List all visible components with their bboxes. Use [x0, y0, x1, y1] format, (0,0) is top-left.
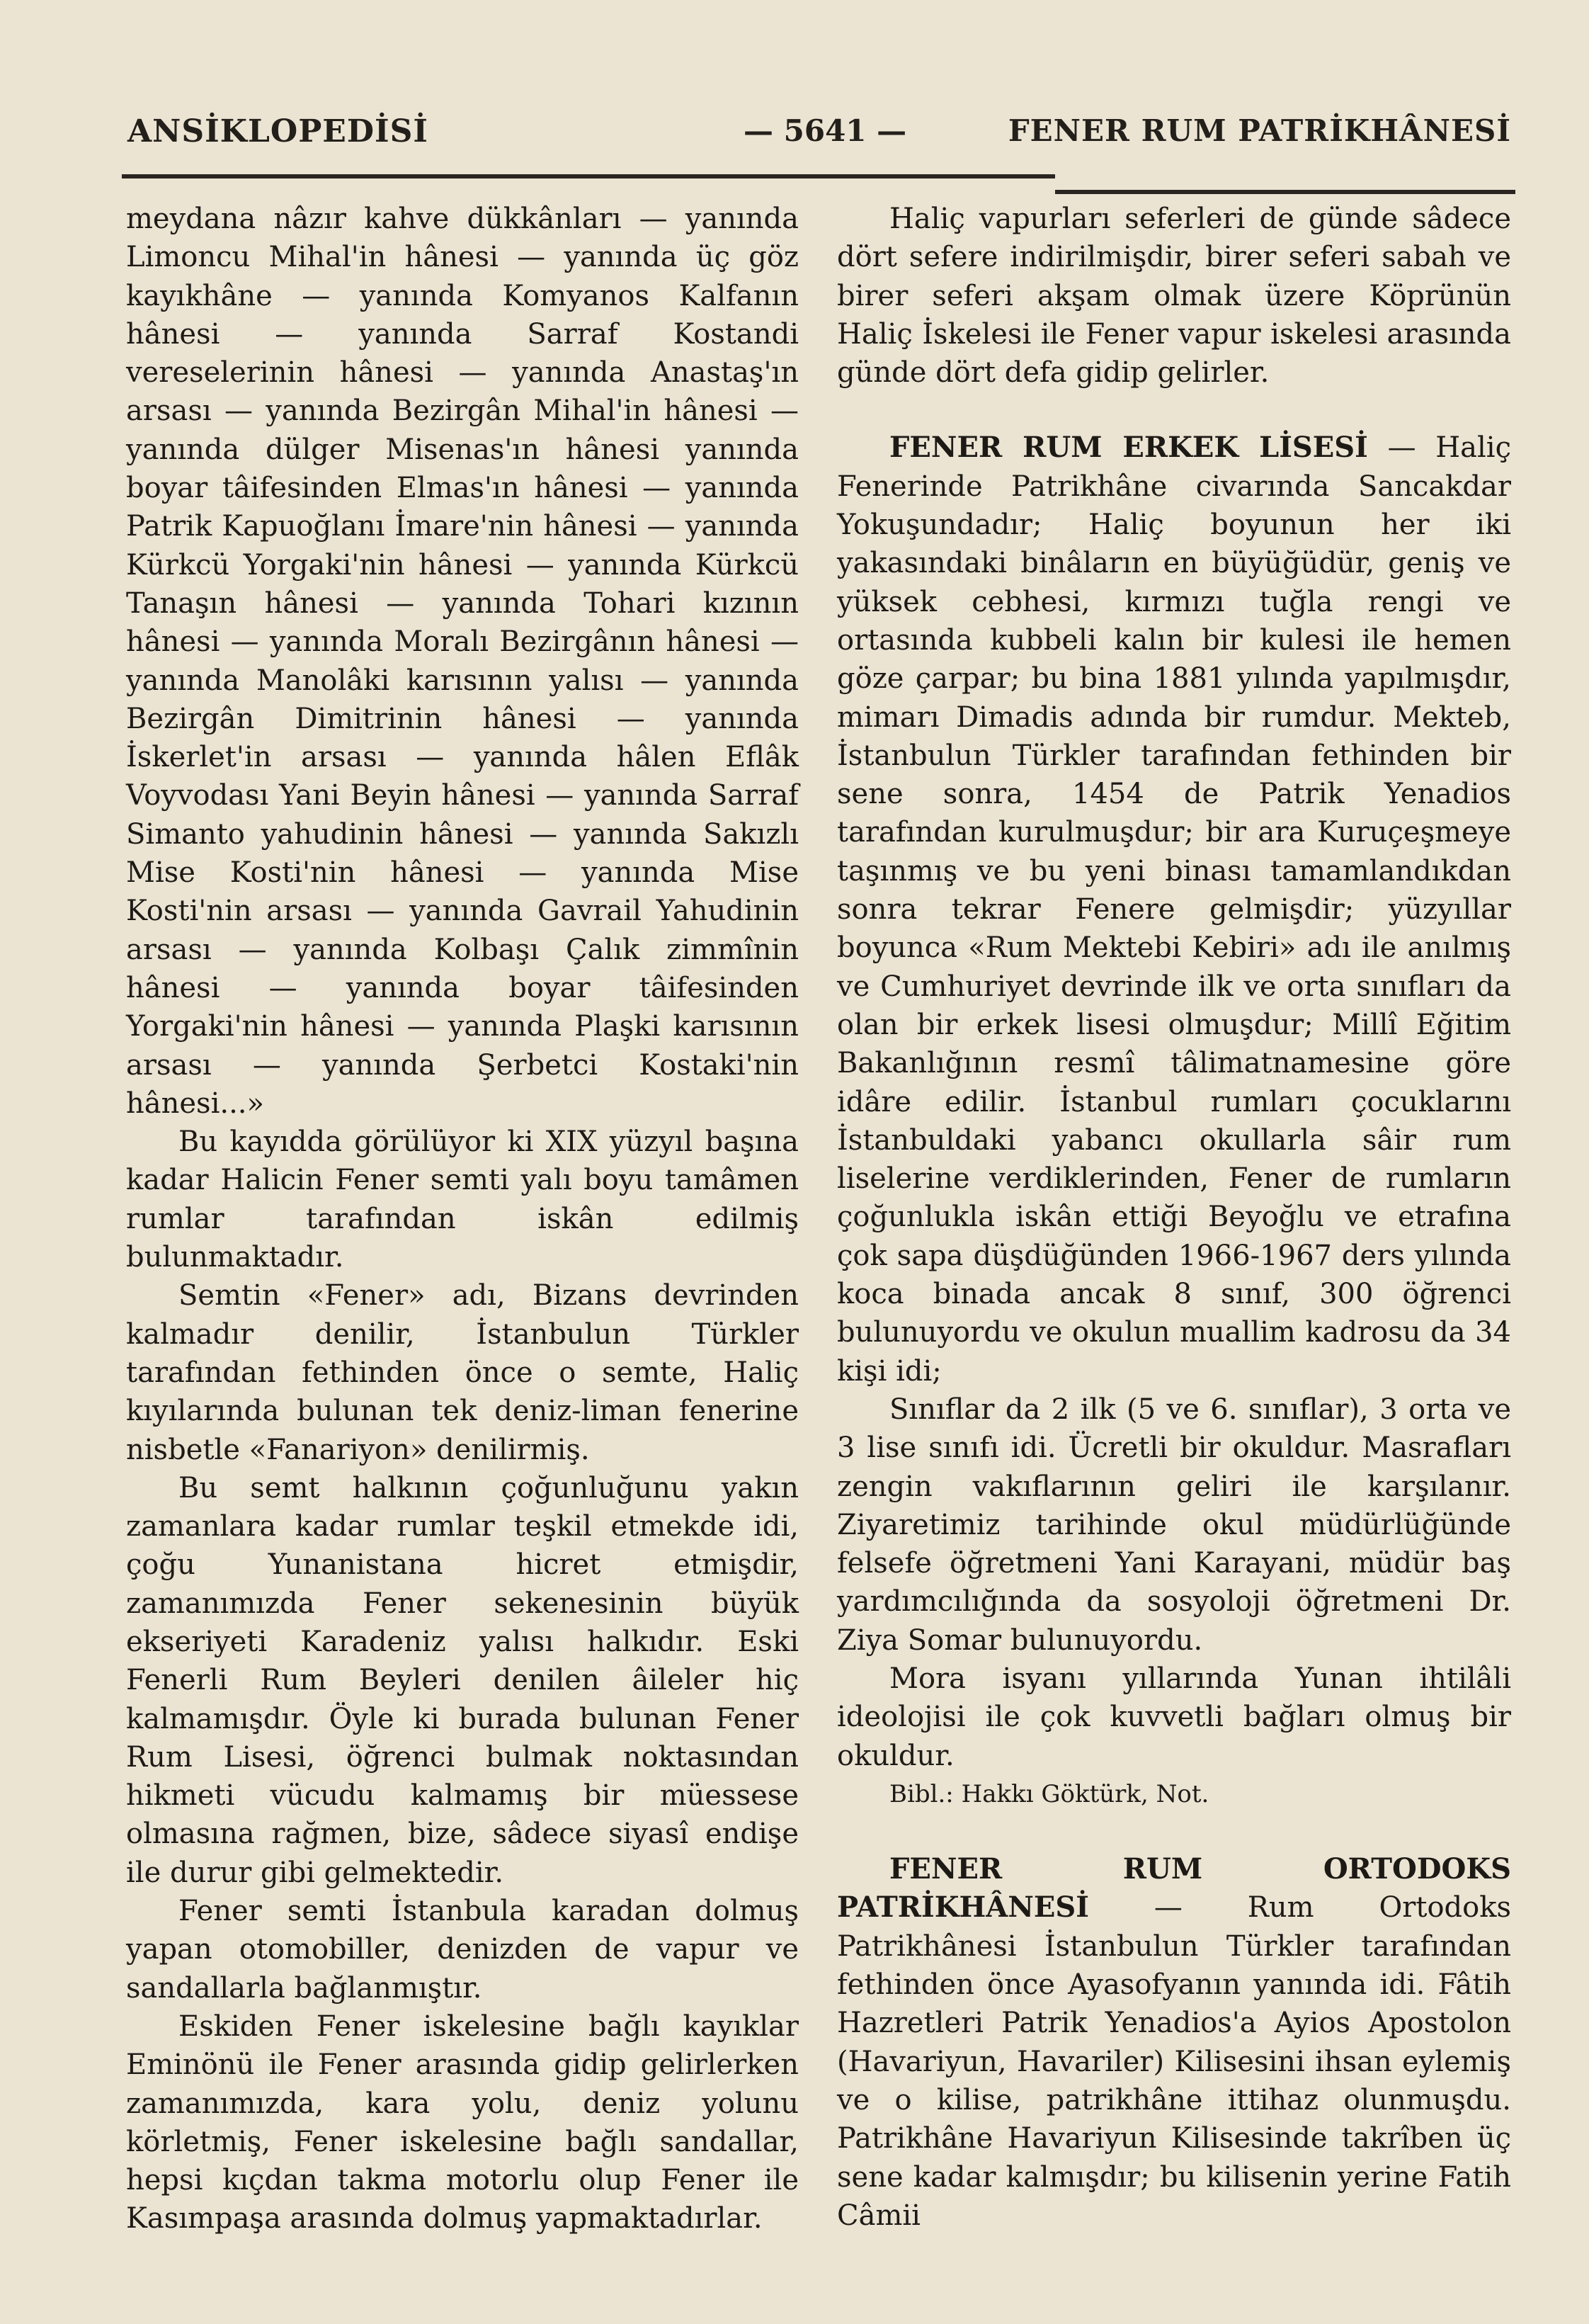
bibliography: Bibl.: Hakkı Göktürk, Not. — [889, 1779, 1209, 1808]
running-header-left: ANSİKLOPEDİSİ — [127, 113, 428, 149]
paragraph: Bu kayıdda görülüyor ki XIX yüzyıl başına kadar Halicin Fener semti yalı boyu tamâmen rumlar tarafından iskân edilmiş bulunmaktadır. — [126, 1126, 799, 1274]
paragraph: meydana nâzır kahve dükkânları — yanında Limoncu Mihal'in hânesi — yanında üç göz kayıkhâne — yanında Komyanos Kalfanın hânesi — yanında Sarraf Kostandi vereselerinin hânesi — yanında Anastaş'ın arsası — yanında Bezirgân Mihal'in hânesi — yanında dülger Misenas'ın hânesi yanında boyar tâifesinden Elmas'ın hânesi — yanında Patrik Kapuoğlanı İmare'nin hânesi — yanında Kürkcü Yorgaki'nin hânesi — yanında Kürkcü Tanaşın hânesi — yanında Tohari kızının hânesi — yanında Moralı Bezirgânın hânesi — yanında Manolâki karısının yalısı — yanında Bezirgân Dimitrinin hânesi — yanında İskerlet'in arsası — yanında hâlen Eflâk Voyvodası Yani Beyin hânesi — yanında Sarraf Simanto yahudinin hânesi — yanında Sakızlı Mise Kosti'nin hânesi — yanında Mise Kosti'nin arsası — yanında Gavrail Yahudinin arsası — yanında Kolbaşı Çalık zimmînin hânesi — yanında boyar tâifesinden Yorgaki'nin hânesi — yanında Plaşki karısının arsası — yanında Şerbetci Kostaki'nin hânesi...» — [126, 203, 799, 1120]
entry-fener-rum-erkek-lisesi — [837, 429, 1511, 1390]
entry-fener-rum-ortodoks-patrikhanesi — [837, 1850, 1511, 2235]
right-column — [837, 200, 1511, 2235]
entry-title: FENER RUM ERKEK LİSESİ — [889, 431, 1368, 465]
running-header-right: FENER RUM PATRİKHÂNESİ — [1008, 113, 1511, 148]
paragraph: Bu semt halkının çoğunluğunu yakın zamanlara kadar rumlar teşkil etmekde idi, çoğu Yunanistana hicret etmişdir, zamanımızda Fener sekenesinin büyük ekseriyeti Karadeniz yalısı halkıdır. Eski Fenerli Rum Beyleri denilen âileler hiç kalmamışdır. Öyle ki burada bulunan Fener Rum Lisesi, öğrenci bulmak noktasından hikmeti vücudu kalmamış bir müessese olmasına rağmen, bize, sâdece siyasî endişe ile durur gibi gelmektedir. — [126, 1471, 799, 1889]
entry-text: — Haliç Fenerinde Patrikhâne civarında Sancakdar Yokuşundadır; Haliç boyunun her iki yakasındaki binâların en büyüğüdür, geniş ve yüksek cebhesi, kırmızı tuğla rengi ve ortasında kubbeli kalın bir kulesi ile hemen göze çarpar; bu bina 1881 yılında yapılmışdır, mimarı Dimadis adında bir rumdur. Mekteb, İstanbulun Türkler tarafından fethinden bir sene sonra, 1454 de Patrik Yenadios tarafından kurulmuşdur; bir ara Kuruçeşmeye taşınmış ve bu yeni binası tamamlandıkdan sonra tekrar Fenere gelmişdir; yüzyıllar boyunca «Rum Mektebi Kebiri» adı ile anılmış ve Cumhuriyet devrinde ilk ve orta sınıfları da olan bir erkek lisesi olmuşdur; Millî Eğitim Bakanlığının resmî tâlimatnamesine göre idâre edilir. İstanbul rumları çocuklarını İstanbuldaki yabancı okullarla sâir rum liselerine verdiklerinden, Fener de rumların çoğunlukla iskân ettiği Beyoğlu ve etrafına çok sapa düşdüğünden 1966-1967 ders yılında koca binada ancak 8 sınıf, 300 öğrenci bulunuyordu ve okulun muallim kadrosu da 34 kişi idi; — [837, 431, 1511, 1388]
entry-title: FENER RUM ORTODOKS PATRİKHÂNESİ — [837, 1852, 1511, 1925]
paragraph: Semtin «Fener» adı, Bizans devrinden kalmadır denilir, İstanbulun Türkler tarafından fethinden önce o semte, Haliç kıyılarında bulunan tek deniz-liman fenerine nisbetle «Fanariyon» denilirmiş. — [126, 1279, 799, 1466]
header-rule-right — [1055, 190, 1515, 194]
page-number: — 5641 — — [744, 113, 907, 148]
paragraph: Sınıflar da 2 ilk (5 ve 6. sınıflar), 3 orta ve 3 lise sınıfı idi. Ücretli bir okuldur. Masrafları zengin vakıflarının geliri ile karşılanır. Ziyaretimiz tarihinde okul müdürlüğünde felsefe öğretmeni Yani Karayani, müdür baş yardımcılığında da sosyoloji öğretmeni Dr. Ziya Somar bulunuyordu. — [837, 1393, 1511, 1657]
entry-text: — Rum Ortodoks Patrikhânesi İstanbulun Türkler tarafından fethinden önce Ayasofyanın yanında idi. Fâtih Hazretleri Patrik Yenadios'a Ayios Apostolon (Havariyun, Havariler) Kilisesini ihsan eylemiş ve o kilise, patrikhâne ittihaz olunmuşdu. Patrikhâne Havariyun Kilisesinde takrîben üç sene kadar kalmışdır; bu kilisenin yerine Fatih Câmii — [837, 1891, 1511, 2232]
paragraph: Haliç vapurları seferleri de günde sâdece dört sefere indirilmişdir, birer seferi sabah ve birer seferi akşam olmak üzere Köprünün Haliç İskelesi ile Fener vapur iskelesi arasında günde dört defa gidip gelirler. — [837, 203, 1511, 390]
left-column — [126, 200, 799, 2238]
paragraph: Fener semti İstanbula karadan dolmuş yapan otomobiller, denizden de vapur ve sandallarla bağlanmıştır. — [126, 1895, 799, 2005]
header-rule — [122, 174, 1055, 178]
paragraph: Eskiden Fener iskelesine bağlı kayıklar Eminönü ile Fener arasında gidip gelirlerken zamanımızda, kara yolu, deniz yolunu körletmiş, Fener iskelesine bağlı sandallar, hepsi kıçdan takma motorlu olup Fener ile Kasımpaşa arasında dolmuş yapmaktadırlar. — [126, 2010, 799, 2235]
paragraph: Mora isyanı yıllarında Yunan ihtilâli ideolojisi ile çok kuvvetli bağları olmuş bir okuldur. — [837, 1662, 1511, 1772]
